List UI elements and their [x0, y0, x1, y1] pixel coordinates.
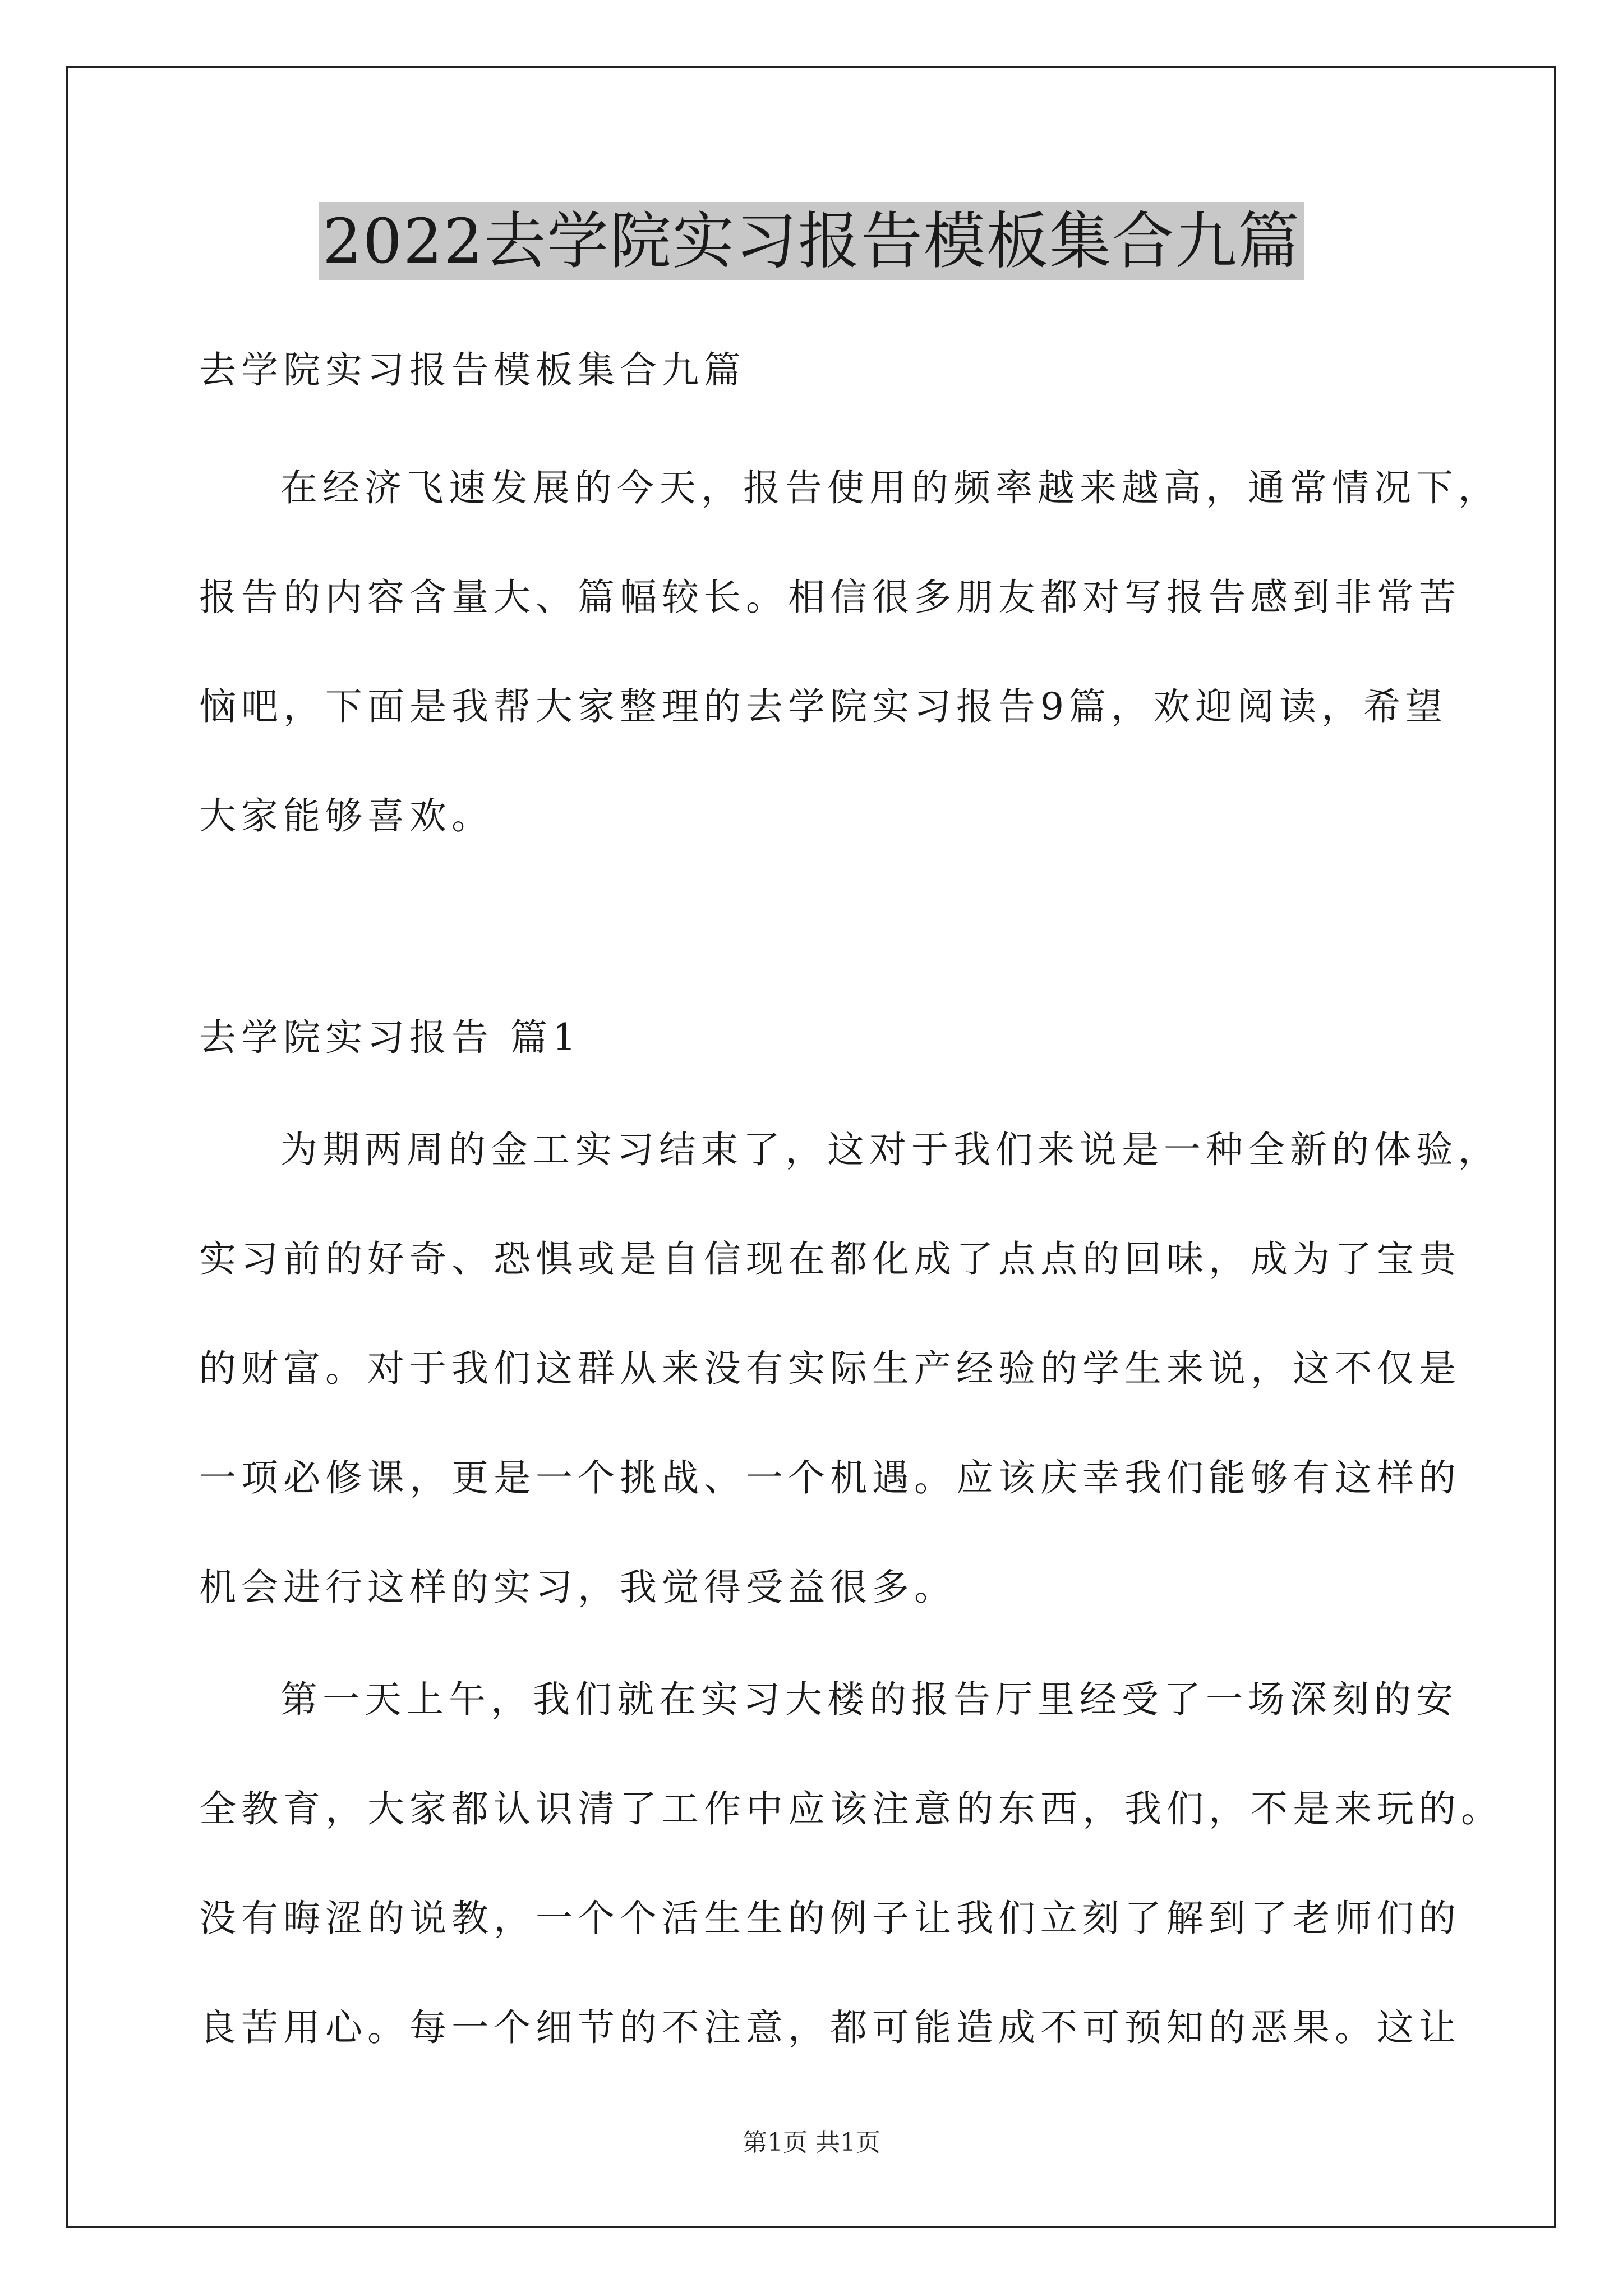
document-title: 2022去学院实习报告模板集合九篇: [319, 202, 1304, 280]
paragraph-line: 没有晦涩的说教，一个个活生生的例子让我们立刻了解到了老师们的: [199, 1897, 1461, 1940]
intro-line: 大家能够喜欢。: [199, 794, 494, 838]
page-number-footer: 第1页 共1页: [743, 2128, 880, 2157]
paragraph-line: 为期两周的金工实习结束了，这对于我们来说是一种全新的体验，: [280, 1128, 1500, 1171]
paragraph-line: 的财富。对于我们这群从来没有实际生产经验的学生来说，这不仅是: [199, 1347, 1461, 1390]
intro-line: 报告的内容含量大、篇幅较长。相信很多朋友都对写报告感到非常苦: [199, 576, 1461, 619]
paragraph-line: 良苦用心。每一个细节的不注意，都可能造成不可预知的恶果。这让: [199, 2006, 1461, 2049]
intro-line: 恼吧，下面是我帮大家整理的去学院实习报告9篇，欢迎阅读，希望: [199, 685, 1447, 728]
paragraph-line: 一项必修课，更是一个挑战、一个机遇。应该庆幸我们能够有这样的: [199, 1456, 1461, 1499]
paragraph-line: 机会进行这样的实习，我觉得受益很多。: [199, 1566, 956, 1609]
intro-line: 在经济飞速发展的今天，报告使用的频率越来越高，通常情况下，: [280, 466, 1500, 509]
title-container: [0, 202, 1623, 280]
section-heading: 去学院实习报告 篇1: [199, 1016, 581, 1059]
paragraph-line: 实习前的好奇、恐惧或是自信现在都化成了点点的回味，成为了宝贵: [199, 1237, 1461, 1281]
document-subtitle: 去学院实习报告模板集合九篇: [199, 348, 746, 392]
paragraph-line: 全教育，大家都认识清了工作中应该注意的东西，我们，不是来玩的。: [199, 1787, 1503, 1830]
paragraph-line: 第一天上午，我们就在实习大楼的报告厅里经受了一场深刻的安: [280, 1678, 1458, 1721]
